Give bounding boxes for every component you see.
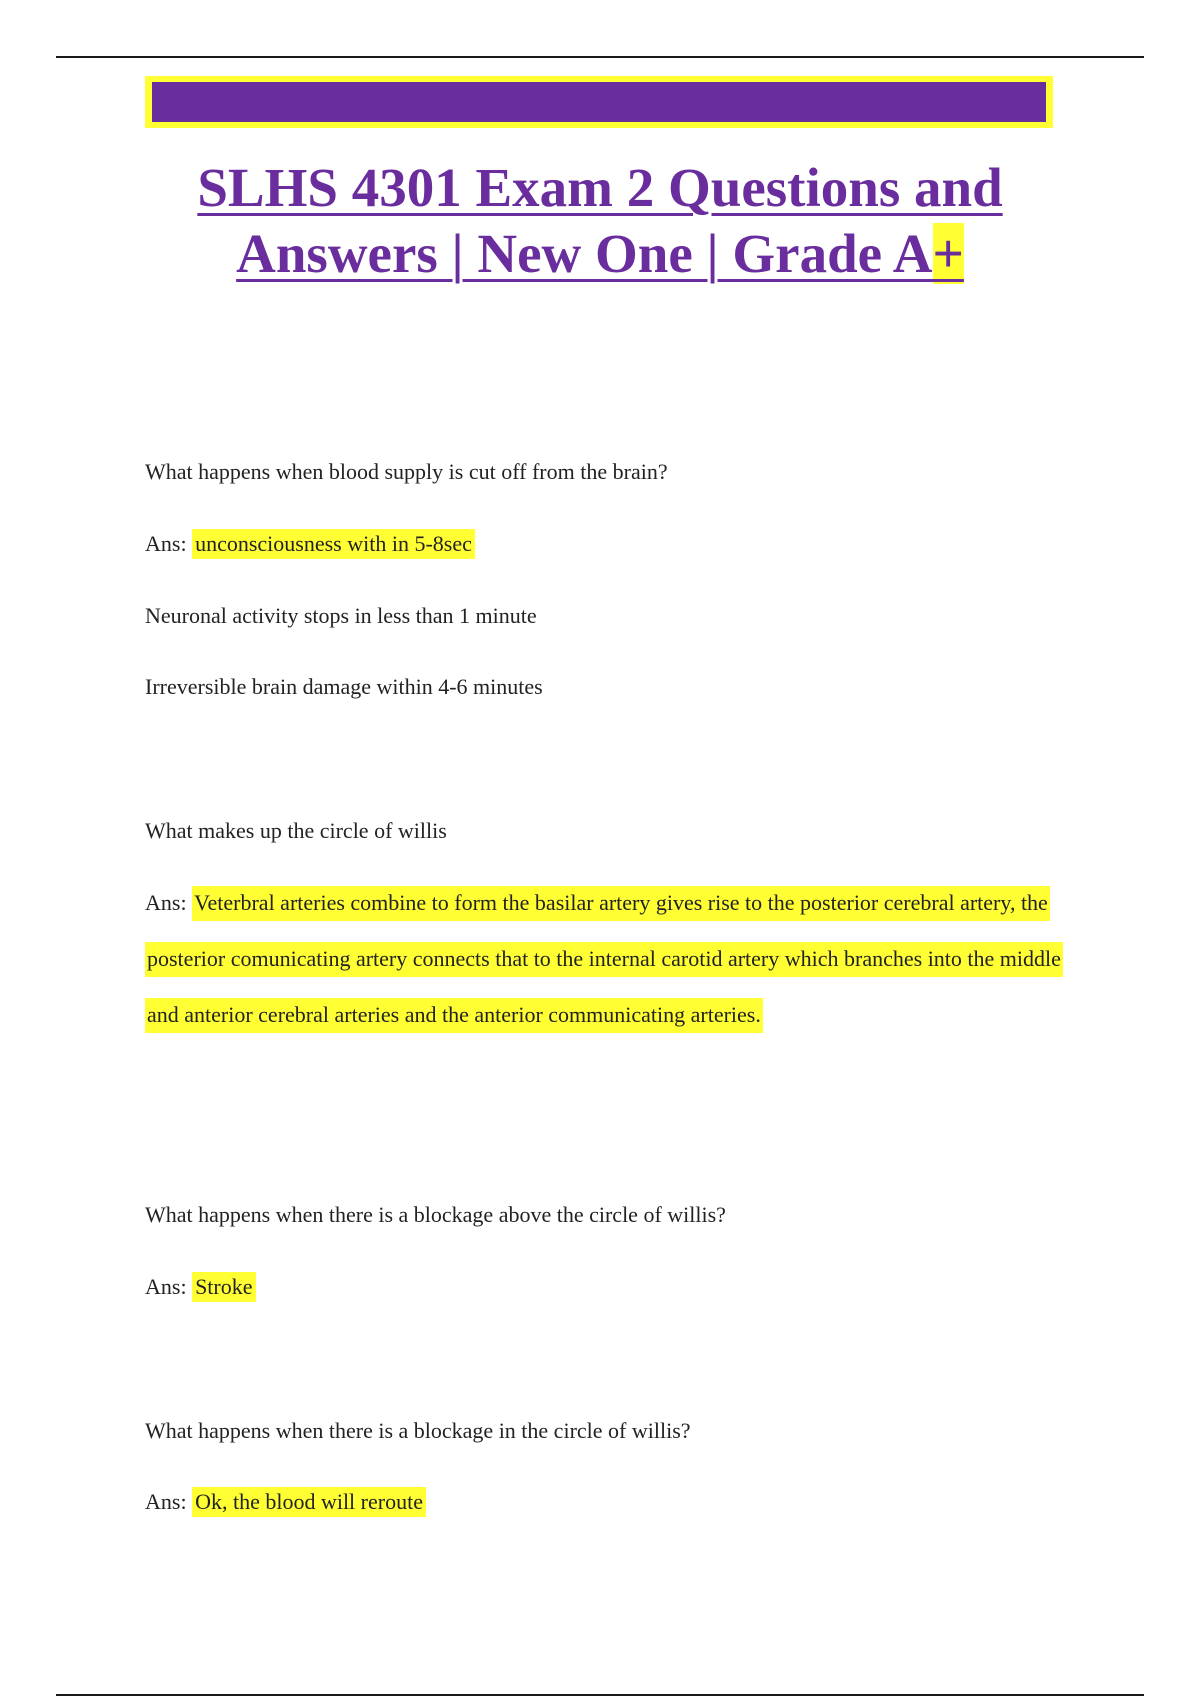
answer-1-detail-1: Neuronal activity stops in less than 1 minute (145, 603, 537, 628)
answer-2-prefix: Ans: (145, 890, 187, 915)
answer-2-text: Veterbral arteries combine to form the basilar artery gives rise to the posterior cerebral artery, the posterior comunicating artery connects that to the internal carotid artery which branches into the middle and anterior cerebral arteries and the anterior communicating arteries. (145, 886, 1063, 1033)
question-2: What makes up the circle of willis (145, 818, 447, 843)
answer-1-prefix: Ans: (145, 531, 187, 556)
question-3: What happens when there is a blockage above the circle of willis? (145, 1202, 726, 1227)
title-banner (145, 76, 1053, 128)
answer-3-prefix: Ans: (145, 1274, 187, 1299)
question-1: What happens when blood supply is cut off from the brain? (145, 459, 668, 484)
answer-3 (145, 1274, 256, 1300)
top-rule (56, 56, 1144, 58)
answer-4 (145, 1489, 426, 1515)
answer-1 (145, 531, 475, 557)
answer-4-prefix: Ans: (145, 1489, 187, 1514)
title-banner-fill (152, 82, 1046, 122)
answer-3-text: Stroke (192, 1272, 255, 1302)
document-title-text: SLHS 4301 Exam 2 Questions and Answers | New One | Grade A (197, 157, 1003, 284)
question-4: What happens when there is a blockage in the circle of willis? (145, 1418, 691, 1443)
answer-1-detail-2: Irreversible brain damage within 4-6 minutes (145, 674, 543, 699)
document-title-plus: + (932, 223, 964, 284)
answer-2 (145, 875, 1065, 1043)
bottom-rule (56, 1694, 1144, 1696)
answer-1-text: unconsciousness with in 5-8sec (192, 529, 475, 559)
document-title (120, 155, 1080, 287)
answer-4-text: Ok, the blood will reroute (192, 1487, 426, 1517)
